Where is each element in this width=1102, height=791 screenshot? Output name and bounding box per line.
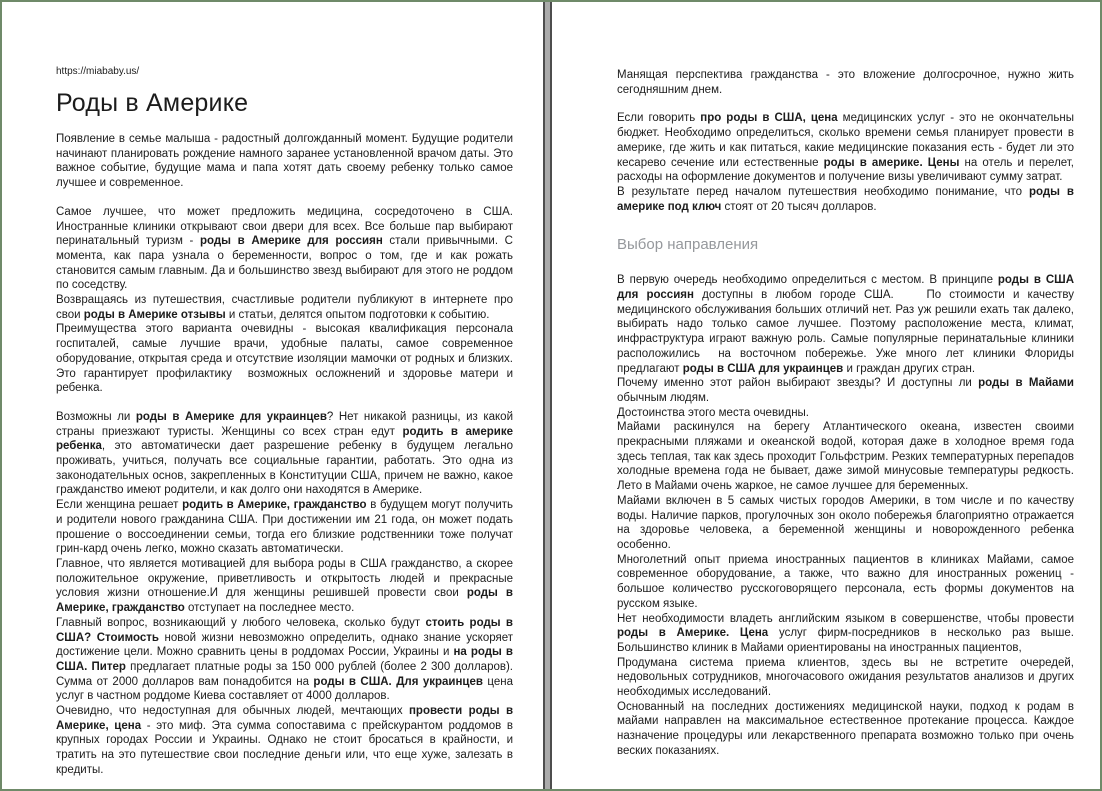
- paragraph: [617, 111, 1074, 185]
- paragraph: [617, 406, 1074, 421]
- paragraph: [56, 410, 513, 498]
- paragraph: [56, 205, 513, 293]
- bold-keyword: роды в Америке отзывы: [83, 308, 226, 321]
- paragraph: [56, 322, 513, 396]
- bold-keyword: провести роды в Америке, цена: [56, 705, 514, 732]
- text-run: новой жизни невозможно определить, однако знание ускоряет достижение цели. Можно сравнить цены в роддомах России, Украины и: [56, 631, 514, 659]
- text-run: цена услуг в частном роддоме Киева составляет от 4000 долларов.: [56, 675, 514, 703]
- bold-keyword: роды в Америке, гражданство: [56, 587, 513, 615]
- paragraph: [56, 616, 513, 704]
- text-run: отступает на последнее место.: [184, 602, 355, 615]
- bold-keyword: родить в Америке, гражданство: [182, 499, 367, 512]
- text-run: на отель и перелет, расходы на оформление документов и получение визы увеличивают сумму затрат.: [617, 156, 1074, 184]
- text-run: стоят от 20 тысяч долларов.: [721, 200, 877, 213]
- page-2-body-bottom: [617, 273, 1074, 758]
- paragraph-gap: [617, 97, 1074, 111]
- text-run: Многолетний опыт приема иностранных пациентов в клиниках Майами, самое современное оборудование, а также, что важно для иностранных рожениц - большое количество русскоговорящего персонала, есть формы документов на русском языке.: [617, 553, 1074, 610]
- text-run: стали привычными. С момента, как пара узнала о беременности, вопрос о том, где и как рожать становится самым главным. Да и большинство звезд выбирают для этого не роддом по соседству.: [56, 235, 513, 292]
- text-run: предлагает платные роды за 150 000 рублей (более 2 300 долларов). Сумма от 2000 долларов вам понадобится на: [56, 660, 514, 688]
- paragraph: [56, 132, 513, 191]
- paragraph: [56, 557, 513, 616]
- paragraph: [56, 293, 513, 322]
- text-run: Почему именно этот район выбирают звезды? И доступны ли: [617, 377, 979, 390]
- bold-keyword: родить в америке ребенка: [56, 425, 513, 453]
- text-run: Достоинства этого места очевидны.: [617, 406, 810, 419]
- text-run: и граждан других стран.: [843, 362, 976, 375]
- page-divider: [543, 2, 552, 789]
- text-run: обычным людям.: [617, 391, 710, 404]
- text-run: , это автоматически дает разрешение ребенку в будущем легально проживать, учиться, получать все социальные гарантии, работать. Это одна из законодательных основ, закрепленных в Конституции США, причем не важно, какое гражданство имеют родители, и как долго они находятся в Америке.: [56, 440, 513, 497]
- text-run: В результате перед началом путешествия необходимо понимание, что: [617, 185, 1029, 198]
- bold-keyword: роды в США. Для украинцев: [313, 675, 483, 688]
- text-run: Возвращаясь из путешествия, счастливые родители публикуют в интернете про свои: [56, 294, 513, 321]
- paragraph-gap: [56, 396, 513, 410]
- paragraph-gap: [56, 191, 513, 205]
- text-run: Основанный на последних достижениях медицинской науки, подход к родам в майами направлен на максимальное естественное протекание процесса. Каждое назначение процедуры или лекарственного препарата возможно только при очень веских показаниях.: [617, 700, 1074, 757]
- bold-keyword: роды в америке. Цены: [823, 156, 960, 169]
- paragraph: [617, 553, 1074, 612]
- text-run: доступны в любом городе США. По стоимости и качеству медицинского обслуживания больших отличий нет. Раз уж решили ехать так далеко, выбирать надо только самое лучшее. Поэтому расположение места, климат, инфраструктура играют важную роль. Самые популярные перинатальные клиники расположились на восточном побережье. Уже много лет клиники Флориды предлагают: [617, 289, 1074, 375]
- text-run: Очевидно, что недоступная для обычных людей, мечтающих: [56, 705, 409, 718]
- bold-keyword: на роды в США. Питер: [56, 646, 513, 673]
- paragraph: [56, 498, 513, 557]
- paragraph: [617, 612, 1074, 656]
- paragraph: [617, 185, 1074, 214]
- bold-keyword: роды в США для россиян: [617, 274, 1074, 302]
- bold-keyword: роды в США для украинцев: [682, 362, 844, 375]
- paragraph: [617, 494, 1074, 553]
- bold-keyword: роды в Америке. Цена: [617, 627, 769, 640]
- paragraph: [617, 700, 1074, 759]
- bold-keyword: про роды в США, цена: [700, 112, 838, 125]
- bold-keyword: роды в америке под ключ: [617, 185, 1074, 213]
- text-run: Манящая перспектива гражданства - это вложение долгосрочное, нужно жить сегодняшним днем.: [617, 69, 1074, 96]
- text-run: медицинских услуг - это не окончательны бюджет. Необходимо определиться, сколько времени семья планирует провести в америке, где жить и как питаться, какие медицинские показания есть - будет ли это кесарево сечение или естественные: [617, 112, 1074, 169]
- bold-keyword: роды в Майами: [978, 377, 1074, 390]
- text-run: - это миф. Эта сумма сопоставима с прейскурантом роддомов в крупных городах России и Украины. Однако не стоит бросаться в крайности, и тратить на это путешествие свои последние деньги или, что еще хуже, залезать в кредиты.: [56, 719, 513, 776]
- paragraph: [56, 704, 513, 778]
- page-2-body-top: [617, 68, 1074, 214]
- text-run: Майами включен в 5 самых чистых городов Америки, в том числе и по качеству воды. Наличие парков, прогулочных зон около побережья благоприятно отражается на здоровье человека, а беременной женщины и новорожденного ребенка особенно.: [617, 494, 1074, 551]
- paragraph: [617, 656, 1074, 700]
- text-run: Преимущества этого варианта очевидны - высокая квалификация персонала госпиталей, самые лучшие врачи, удобные палаты, самое современное оборудование, открытая среда и отсутствие изоляции мамочки от родных и близких. Это гарантирует профилактику возможных осложнений и здоровье матери и ребенка.: [56, 323, 513, 395]
- bold-keyword: роды в Америке для украинцев: [135, 410, 327, 423]
- text-run: Нет необходимости владеть английским языком в совершенстве, чтобы провести: [617, 612, 1074, 625]
- bold-keyword: стоить роды в США? Стоимость: [56, 616, 513, 644]
- text-run: ? Нет никакой разницы, из какой страны приезжают туристы. Женщины со всех стран едут: [56, 410, 514, 438]
- text-run: Майами раскинулся на берегу Атлантического океана, известен своими прекрасными пляжами и океанской водой, которая даже в холодное время года здесь теплая, так как здесь проходит Гольфстрим. Резких температурных перепадов холодные времена года не бывает, даже зимой минусовые температуры редкость. Лето в Майами очень жаркое, не самое лучшее для беременных.: [617, 421, 1074, 493]
- bold-keyword: роды в Америке для россиян: [199, 235, 383, 248]
- text-run: Продумана система приема клиентов, здесь вы не встретите очередей, недовольных сотрудников, многочасового ожидания результатов анализов и других необходимых исследований.: [617, 656, 1074, 699]
- section-heading: Выбор направления: [617, 236, 759, 254]
- text-run: Появление в семье малыша - радостный долгожданный момент. Будущие родители начинают планировать рождение намного заранее установленной врачом даты. Это важное событие, будущие мама и папа хотят дать своему ребенку только самое лучшее и современное.: [56, 133, 513, 190]
- paragraph: [617, 376, 1074, 405]
- text-run: Если женщина решает: [56, 499, 183, 512]
- text-run: Если говорить: [617, 112, 701, 125]
- page-1-body: [56, 132, 513, 778]
- text-run: услуг фирм-посредников в несколько раз выше. Большинство клиник в Майами ориентированы на иностранных пациентов,: [617, 627, 1074, 654]
- text-run: в будущем могут получить и родители нового гражданина США. При достижении им 21 года, он может подать прошение о воссоединении семьи, тогда его близкие родственники тоже получат грин-кард очень легко, можно сказать автоматически.: [56, 499, 513, 556]
- paragraph: [617, 68, 1074, 97]
- source-url: https://miababy.us/: [56, 66, 140, 77]
- paragraph: [617, 273, 1074, 376]
- text-run: Самое лучшее, что может предложить медицина, сосредоточено в США. Иностранные клиники открывают свои двери для всех. Все больше пар выбирают перинатальный туризм -: [56, 205, 513, 248]
- text-run: и статьи, делятся опытом подготовки к событию.: [225, 308, 490, 321]
- text-run: В первую очередь необходимо определиться с местом. В принципе: [617, 274, 998, 287]
- paragraph: [617, 420, 1074, 494]
- text-run: Возможны ли: [56, 410, 136, 423]
- page-1: [2, 2, 543, 789]
- text-run: Главное, что является мотивацией для выбора роды в США гражданство, а скорее положительное окружение, приветливость и открытость людей и прекрасные условия жизни отношение.И для женщины решившей провести свои: [56, 557, 513, 600]
- document-title: Роды в Америке: [56, 89, 249, 117]
- page-2: [552, 2, 1100, 789]
- text-run: Главный вопрос, возникающий у любого человека, сколько будут: [56, 616, 426, 629]
